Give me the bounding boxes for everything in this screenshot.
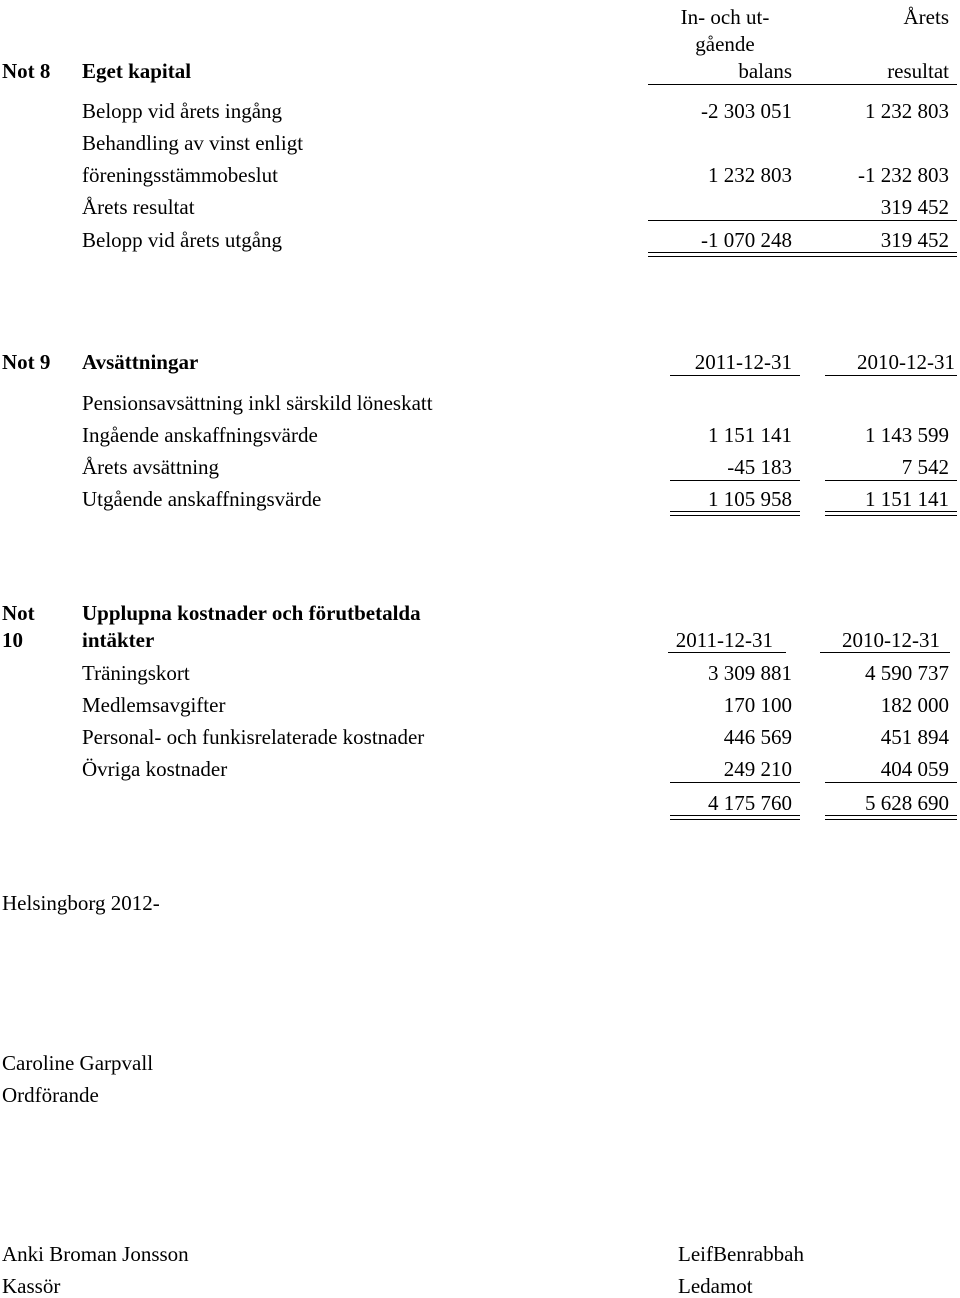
- note8-row-label: Årets resultat: [82, 195, 195, 219]
- note9-subtotal-rule: [825, 480, 957, 481]
- place-date: Helsingborg 2012-: [2, 891, 160, 915]
- note10-row-label: Övriga kostnader: [82, 757, 228, 781]
- note10-row-value: 4 590 737: [865, 661, 949, 685]
- note9-row-label: Årets avsättning: [82, 455, 220, 479]
- signature-role: Ledamot: [678, 1274, 753, 1298]
- note8-col2-header-line1: Årets: [903, 5, 949, 29]
- note8-row-value: 319 452: [880, 228, 949, 252]
- signature-name: Caroline Garpvall: [2, 1051, 154, 1075]
- note9-row-value: 1 105 958: [708, 487, 792, 511]
- note8-col1-header-line3: balans: [738, 59, 792, 83]
- note10-header-rule: [820, 652, 950, 653]
- note9-col2-header: 2010-12-31: [857, 350, 955, 374]
- note10-row-value: 451 894: [880, 725, 949, 749]
- note9-row-value: -45 183: [727, 455, 792, 479]
- note10-col2-header: 2010-12-31: [842, 628, 940, 652]
- note10-total-double-rule: [670, 815, 800, 820]
- note10-row-value: 446 569: [723, 725, 792, 749]
- note8-row-label: Behandling av vinst enligt: [82, 131, 304, 155]
- note8-row-label: Belopp vid årets utgång: [82, 228, 283, 252]
- note10-row-label: Medlemsavgifter: [82, 693, 226, 717]
- note10-total-double-rule: [825, 815, 957, 820]
- note10-subtotal-rule: [670, 782, 800, 783]
- note8-total-double-rule: [648, 252, 957, 257]
- note10-col1-header: 2011-12-31: [675, 628, 773, 652]
- note8-header-rule: [648, 84, 957, 85]
- note10-row-label: Personal- och funkisrelaterade kostnader: [82, 725, 425, 749]
- note10-title-line1: Upplupna kostnader och förutbetalda: [82, 601, 421, 625]
- note10-number-line1: Not: [2, 601, 35, 625]
- note9-total-double-rule: [670, 511, 800, 516]
- note8-subtotal-rule: [648, 220, 957, 221]
- note10-subtotal-rule: [825, 782, 957, 783]
- note10-row-value: 404 059: [880, 757, 949, 781]
- note10-row-value: 3 309 881: [708, 661, 792, 685]
- note8-title: Eget kapital: [82, 59, 192, 83]
- note10-row-value: 249 210: [723, 757, 792, 781]
- note9-col1-header: 2011-12-31: [694, 350, 792, 374]
- note8-row-value: 319 452: [880, 195, 949, 219]
- note10-header-rule: [668, 652, 786, 653]
- note8-row-value: -1 232 803: [858, 163, 949, 187]
- note9-row-value: 1 151 141: [865, 487, 949, 511]
- note9-total-double-rule: [825, 511, 957, 516]
- note10-title-line2: intäkter: [82, 628, 155, 652]
- note10-total-value: 4 175 760: [708, 791, 792, 815]
- note9-header-rule: [825, 375, 957, 376]
- note9-row-value: 1 143 599: [865, 423, 949, 447]
- note8-col1-header-line2: gående: [695, 32, 755, 56]
- note9-row-value: 7 542: [901, 455, 949, 479]
- note8-row-value: 1 232 803: [708, 163, 792, 187]
- note8-row-value: -1 070 248: [701, 228, 792, 252]
- note9-subtotal-rule: [670, 480, 800, 481]
- note9-subtitle: Pensionsavsättning inkl särskild löneskatt: [82, 391, 433, 415]
- signature-name: Anki Broman Jonsson: [2, 1242, 189, 1266]
- note8-row-value: 1 232 803: [865, 99, 949, 123]
- note10-total-value: 5 628 690: [865, 791, 949, 815]
- signature-name: LeifBenrabbah: [678, 1242, 804, 1266]
- note9-header-rule: [670, 375, 800, 376]
- note8-row-value: -2 303 051: [701, 99, 792, 123]
- note9-row-value: 1 151 141: [708, 423, 792, 447]
- note10-row-value: 170 100: [723, 693, 792, 717]
- note9-number: Not 9: [2, 350, 51, 374]
- note10-row-label: Träningskort: [82, 661, 190, 685]
- note9-row-label: Utgående anskaffningsvärde: [82, 487, 322, 511]
- note9-title: Avsättningar: [82, 350, 199, 374]
- note8-row-label: Belopp vid årets ingång: [82, 99, 283, 123]
- note8-number: Not 8: [2, 59, 51, 83]
- note9-row-label: Ingående anskaffningsvärde: [82, 423, 318, 447]
- note10-row-value: 182 000: [880, 693, 949, 717]
- note8-row-label: föreningsstämmobeslut: [82, 163, 278, 187]
- note10-number-line2: 10: [2, 628, 23, 652]
- note8-col1-header-line1: In- och ut-: [680, 5, 770, 29]
- signature-role: Kassör: [2, 1274, 61, 1298]
- note8-col2-header-line2: resultat: [887, 59, 949, 83]
- signature-role: Ordförande: [2, 1083, 99, 1107]
